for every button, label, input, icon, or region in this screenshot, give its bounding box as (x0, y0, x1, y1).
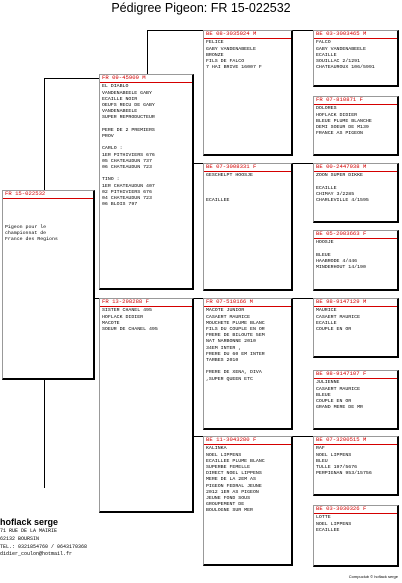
card-line: MACOTE JUNIOR (206, 308, 245, 314)
card-line: 05 CHATEAUDUN 737 (102, 158, 152, 164)
card-line: RAF (316, 446, 325, 452)
card-line: TINO : (102, 177, 120, 183)
card-line: BRONZE (206, 52, 224, 58)
owner-phone: TEL.: 0321854760 / 0643170368 (0, 543, 88, 550)
connector-line (147, 30, 203, 31)
card-line: LOTTE (316, 515, 331, 521)
connector-line (44, 78, 45, 192)
ring-number: FR 09-45909 M (100, 75, 192, 83)
card-line: FRERE DU 60 EM INTER (206, 351, 265, 357)
ancestor-card (313, 436, 399, 496)
page-title: Pédigree Pigeon: FR 15-022532 (111, 1, 291, 15)
card-line: ECAILLE NOIR (102, 96, 138, 102)
card-line: 02 PITHIVIERS 676 (102, 189, 152, 195)
card-line: PROV (102, 133, 114, 139)
card-line: 1ER CHATEAUDUN 407 (102, 183, 155, 189)
sire-card (99, 74, 194, 290)
ancestor-card (313, 505, 399, 567)
ring-number: BE 03-3030326 F (314, 506, 397, 514)
card-line: CHARLEVILLE 4/1595 (316, 198, 369, 204)
card-line: BLEUE (316, 252, 331, 258)
ring-number: FR 07-810871 F (314, 97, 397, 105)
card-line: DOLORES (316, 106, 337, 112)
owner-address: 71 RUE DE LA MAIRIE (0, 528, 58, 534)
card-line: GABY VANDENABEELE (316, 46, 366, 52)
card-line: CASAERT MAURICE (316, 386, 361, 392)
card-line: BLEU (316, 458, 328, 464)
card-line: TARBES 2010 (206, 357, 239, 363)
ancestor-card (313, 30, 399, 87)
subject-pigeon-card (2, 190, 95, 380)
card-line: 7 HAI BRIVE 16007 F (206, 65, 262, 71)
card-line: COUPLE EN OR (316, 326, 352, 332)
card-line: COUPLE EN OR (316, 398, 352, 404)
card-line: ,SUPER QUEEN ETC (206, 376, 253, 382)
ring-number: FR 13-298288 F (100, 299, 192, 307)
card-line: JULIENNE (316, 380, 340, 386)
ring-number: BE 00-2447938 M (314, 164, 397, 172)
ring-number: BE 98-9147129 M (314, 299, 397, 307)
card-line: KALINKA (206, 446, 227, 452)
card-line: NOEL LIPPENS (206, 452, 242, 458)
card-line: ECAILLE (316, 185, 337, 191)
card-line: ECAILLEE (316, 527, 340, 533)
card-line: ECAILLEE (206, 198, 230, 204)
card-line: PIGEON FEDRAL JEUNE (206, 483, 262, 489)
card-line: BLEUE (316, 392, 331, 398)
card-line: GESCHELPT HOOSJE (206, 173, 253, 179)
card-line: championnat de (5, 231, 47, 237)
connector-line (44, 380, 45, 488)
card-line: FELICE (206, 40, 224, 46)
card-line: 2012 1ER AS PIGEON (206, 489, 259, 495)
card-line: ECAILLE (316, 320, 337, 326)
owner-email: didier_coulon@hotmail.fr (0, 551, 73, 558)
owner-block (0, 517, 200, 559)
card-line: 06 CHATEAUDUN 723 (102, 164, 152, 170)
card-line: FILS DE FALCO (206, 58, 245, 64)
card-line: GABY VANDENABEELE (206, 46, 256, 52)
owner-city: 62132 BOURSIN (0, 535, 40, 542)
card-line: SOUILLAC 2/1291 (316, 58, 361, 64)
card-line: EL DIABLO (102, 84, 129, 90)
card-line: GROUPEMENT DE (206, 502, 245, 508)
ancestor-card (313, 163, 399, 223)
card-line: FILS DU COUPLE EN OR (206, 326, 265, 332)
ancestor-card (313, 230, 399, 291)
card-line: SOEUR DE CHANEL 495 (102, 326, 158, 332)
card-line: CASAERT MAURICE (316, 314, 361, 320)
card-line: ZOON SUPER DIKKE (316, 173, 363, 179)
card-line: HOOSJE (316, 240, 334, 246)
card-line: SISTER CHANEL 495 (102, 308, 152, 314)
owner-name: hoflack serge (0, 517, 59, 527)
card-line: CHATEAUROUX 106/5991 (316, 65, 375, 71)
granddam-maternal-card (203, 436, 293, 566)
card-line: 34EM INTER , (206, 345, 242, 351)
card-line: 06 BLOIS 797 (102, 202, 138, 208)
footer-credit: Compuclub © hoflack serge (348, 574, 398, 579)
ring-number: BE 98-9147107 F (314, 371, 397, 379)
card-line: BLEUE PLUME BLANCHE (316, 118, 372, 124)
card-line: TULLE 197/5676 (316, 464, 358, 470)
card-line: Pigeon pour le (5, 225, 47, 231)
card-line: ECAILLE (316, 52, 337, 58)
card-line: MAURICE (316, 308, 337, 314)
card-line: HOFLACK DIDIER (316, 112, 358, 118)
card-line: CHIMAY 3/2285 (316, 191, 355, 197)
card-line: MOUCHETE PLUME BLANC (206, 320, 265, 326)
card-line: DIRECT NOEL LIPPENS (206, 471, 262, 477)
ancestor-card (313, 96, 399, 156)
ring-number: BE 07-3200515 M (314, 437, 397, 445)
card-line: PERE DE 2 PREMIERS (102, 127, 155, 133)
card-line: VANDENABEELE GABY (102, 90, 152, 96)
ring-number: BE 03-3003465 M (314, 31, 397, 39)
grandsire-paternal-card (203, 30, 293, 156)
ancestor-card (313, 370, 399, 430)
ring-number: BE 07-3008331 F (204, 164, 291, 172)
connector-line (147, 30, 148, 79)
card-line: GRAND MERE DE MR (316, 405, 363, 411)
card-line: NAT NARBONNE 2010 (206, 339, 256, 345)
card-line: HOFLACK DIDIER (102, 314, 144, 320)
card-line: FRERE DE XENA, DIVA (206, 370, 262, 376)
card-line: CARLO : (102, 146, 123, 152)
card-line: VANDENABEELE (102, 109, 138, 115)
card-line: OEUFS RECU DE GABY (102, 102, 155, 108)
granddam-paternal-card (203, 163, 293, 291)
card-line: MERE DE LA 2EM AS (206, 477, 256, 483)
card-line: HAABRODE 4/446 (316, 258, 358, 264)
ring-number: BE 05-2083663 F (314, 231, 397, 239)
card-line: NOEL LIPPENS (316, 452, 352, 458)
card-line: ECAILLEE PLUME BLANC (206, 458, 265, 464)
card-line: MINDERHOUT 14/190 (316, 265, 366, 271)
card-line: BOULOGNE SUR MER (206, 508, 253, 514)
connector-line (44, 78, 99, 79)
card-line: SUPER REPRODUCTEUR (102, 115, 155, 121)
dam-card (99, 298, 194, 513)
card-line: FRERE DE BILOUTE 5EM (206, 333, 265, 339)
card-line: PERPIGNAN 953/15756 (316, 471, 372, 477)
card-line: JEUNE FOND SOUS (206, 495, 251, 501)
card-line: CASAERT MAURICE (206, 314, 251, 320)
ring-number: BE 11-3043280 F (204, 437, 291, 445)
grandsire-maternal-card (203, 298, 293, 430)
card-line: MACOTE (102, 320, 120, 326)
card-line: 04 CHATEAUDUN 723 (102, 195, 152, 201)
ring-number: FR 07-510166 M (204, 299, 291, 307)
ring-number: FR 15-022532 (3, 191, 93, 199)
card-line: FALCO (316, 40, 331, 46)
ancestor-card (313, 298, 399, 358)
card-line: France des Regions (5, 237, 58, 243)
card-line: FRANCE AS PIGEON (316, 131, 363, 137)
card-line: NOEL LIPPENS (316, 521, 352, 527)
card-line: 1ER PITHIVIERS 676 (102, 152, 155, 158)
ring-number: BE 08-3035024 M (204, 31, 291, 39)
card-line: SUPERBE FEMELLE (206, 464, 251, 470)
card-line: DEMI SOEUR DE M139 (316, 124, 369, 130)
